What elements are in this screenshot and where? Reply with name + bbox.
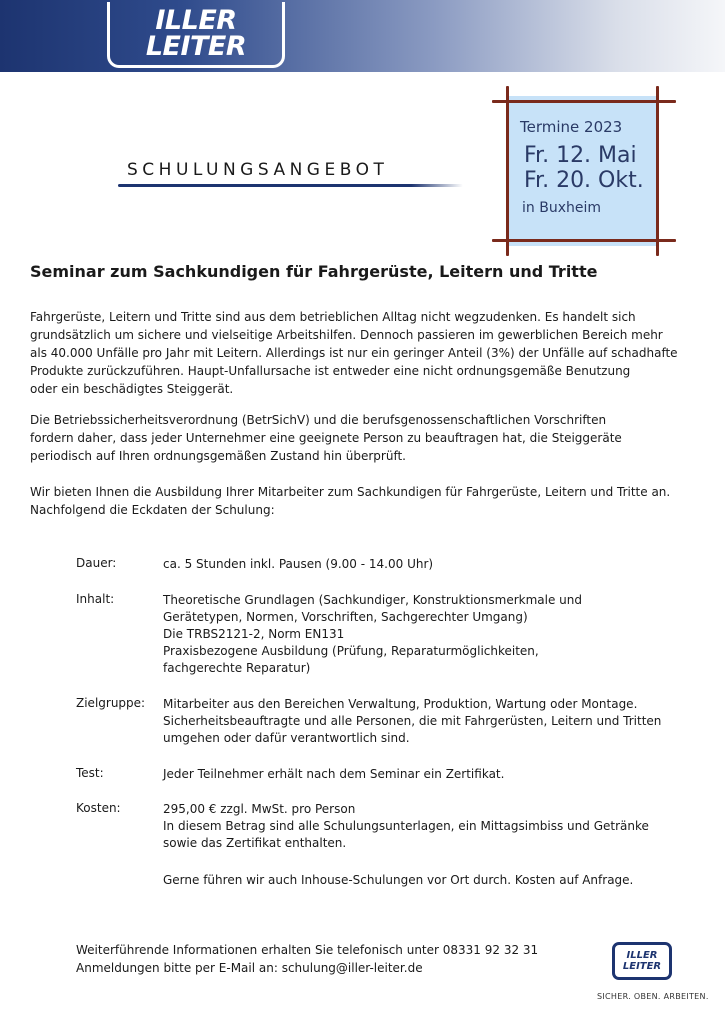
- logo-line-2: LEITER: [145, 30, 247, 62]
- offer-paragraph: [30, 483, 670, 519]
- text-line: Jeder Teilnehmer erhält nach dem Seminar ein Zertifikat.: [163, 767, 505, 781]
- text-line: Sicherheitsbeauftragte und alle Personen, die mit Fahrgerüsten, Leitern und Tritten: [163, 714, 662, 728]
- text-line: Theoretische Grundlagen (Sachkundiger, Konstruktionsmerkmale und: [163, 593, 582, 607]
- termine-location: in Buxheim: [522, 200, 601, 216]
- detail-label-kosten: Kosten:: [76, 801, 121, 815]
- phone-info: Weiterführende Informationen erhalten Sie telefonisch unter 08331 92 32 31: [76, 943, 539, 957]
- text-line: sowie das Zertifikat enthalten.: [163, 836, 347, 850]
- detail-value-test: [163, 766, 504, 783]
- detail-label-dauer: Dauer:: [76, 556, 117, 570]
- slogan: SICHER. OBEN. ARBEITEN.: [597, 992, 709, 1001]
- frame-right: [656, 86, 659, 256]
- detail-label-test: Test:: [76, 766, 104, 780]
- termine-date-2: Fr. 20. Okt.: [524, 168, 644, 193]
- text-line: Mitarbeiter aus den Bereichen Verwaltung, Produktion, Wartung oder Montage.: [163, 697, 638, 711]
- frame-left: [506, 86, 509, 256]
- iller-leiter-logo: [107, 2, 285, 68]
- detail-value-kosten: [163, 801, 649, 852]
- regulation-paragraph: [30, 411, 622, 465]
- termine-date-1: Fr. 12. Mai: [524, 143, 637, 168]
- detail-value-zielgruppe: [163, 696, 661, 747]
- text-line: Gerne führen wir auch Inhouse-Schulungen vor Ort durch. Kosten auf Anfrage.: [163, 873, 634, 887]
- detail-label-inhalt: Inhalt:: [76, 592, 115, 606]
- logo-small-line-1: ILLER: [626, 950, 658, 961]
- contact-footer: [76, 941, 538, 977]
- text-line: periodisch auf Ihren ordnungsgemäßen Zustand hin überprüft.: [30, 449, 406, 463]
- text-line: ca. 5 Stunden inkl. Pausen (9.00 - 14.00 Uhr): [163, 557, 434, 571]
- heading-underline: [118, 184, 463, 187]
- text-line: als 40.000 Unfälle pro Jahr mit Leitern. Allerdings ist nur ein geringer Anteil (3%) der Unfälle auf schadhafte: [30, 346, 678, 360]
- text-line: Nachfolgend die Eckdaten der Schulung:: [30, 503, 275, 517]
- detail-label-zielgruppe: Zielgruppe:: [76, 696, 146, 710]
- inhouse-note: [163, 872, 633, 889]
- termine-title: Termine 2023: [520, 118, 623, 136]
- frame-top: [492, 100, 676, 103]
- logo-small-line-2: LEITER: [622, 961, 662, 972]
- text-line: Produkte zurückzuführen. Haupt-Unfallursache ist entweder eine nicht ordnungsgemäße Benutzung: [30, 364, 631, 378]
- text-line: grundsätzlich um sichere und vielseitige Arbeitshilfen. Dennoch passieren im gewerblichen Bereich mehr: [30, 328, 663, 342]
- text-line: Praxisbezogene Ausbildung (Prüfung, Reparaturmöglichkeiten,: [163, 644, 539, 658]
- text-line: 295,00 € zzgl. MwSt. pro Person: [163, 802, 356, 816]
- text-line: oder ein beschädigtes Steiggerät.: [30, 382, 234, 396]
- page-title: SCHULUNGSANGEBOT: [127, 160, 389, 180]
- seminar-title: Seminar zum Sachkundigen für Fahrgerüste, Leitern und Tritte: [30, 262, 598, 281]
- text-line: In diesem Betrag sind alle Schulungsunterlagen, ein Mittagsimbiss und Getränke: [163, 819, 649, 833]
- email-info: Anmeldungen bitte per E-Mail an: schulung@iller-leiter.de: [76, 961, 423, 975]
- text-line: Die TRBS2121-2, Norm EN131: [163, 627, 345, 641]
- text-line: Gerätetypen, Normen, Vorschriften, Sachgerechter Umgang): [163, 610, 528, 624]
- intro-paragraph: [30, 308, 678, 398]
- text-line: fachgerechte Reparatur): [163, 661, 311, 675]
- detail-value-inhalt: [163, 592, 582, 677]
- frame-bottom: [492, 239, 676, 242]
- text-line: fordern daher, dass jeder Unternehmer eine geeignete Person zu beauftragen hat, die Steiggeräte: [30, 431, 622, 445]
- text-line: Die Betriebssicherheitsverordnung (BetrSichV) und die berufsgenossenschaftlichen Vorschriften: [30, 413, 607, 427]
- iller-leiter-logo-small: [612, 942, 672, 980]
- detail-value-dauer: [163, 556, 433, 573]
- text-line: Wir bieten Ihnen die Ausbildung Ihrer Mitarbeiter zum Sachkundigen für Fahrgerüste, Leitern und Tritte an.: [30, 485, 671, 499]
- text-line: umgehen oder dafür verantwortlich sind.: [163, 731, 410, 745]
- text-line: Fahrgerüste, Leitern und Tritte sind aus dem betrieblichen Alltag nicht wegzudenken. Es handelt sich: [30, 310, 636, 324]
- logo-line-1: ILLER: [155, 4, 237, 36]
